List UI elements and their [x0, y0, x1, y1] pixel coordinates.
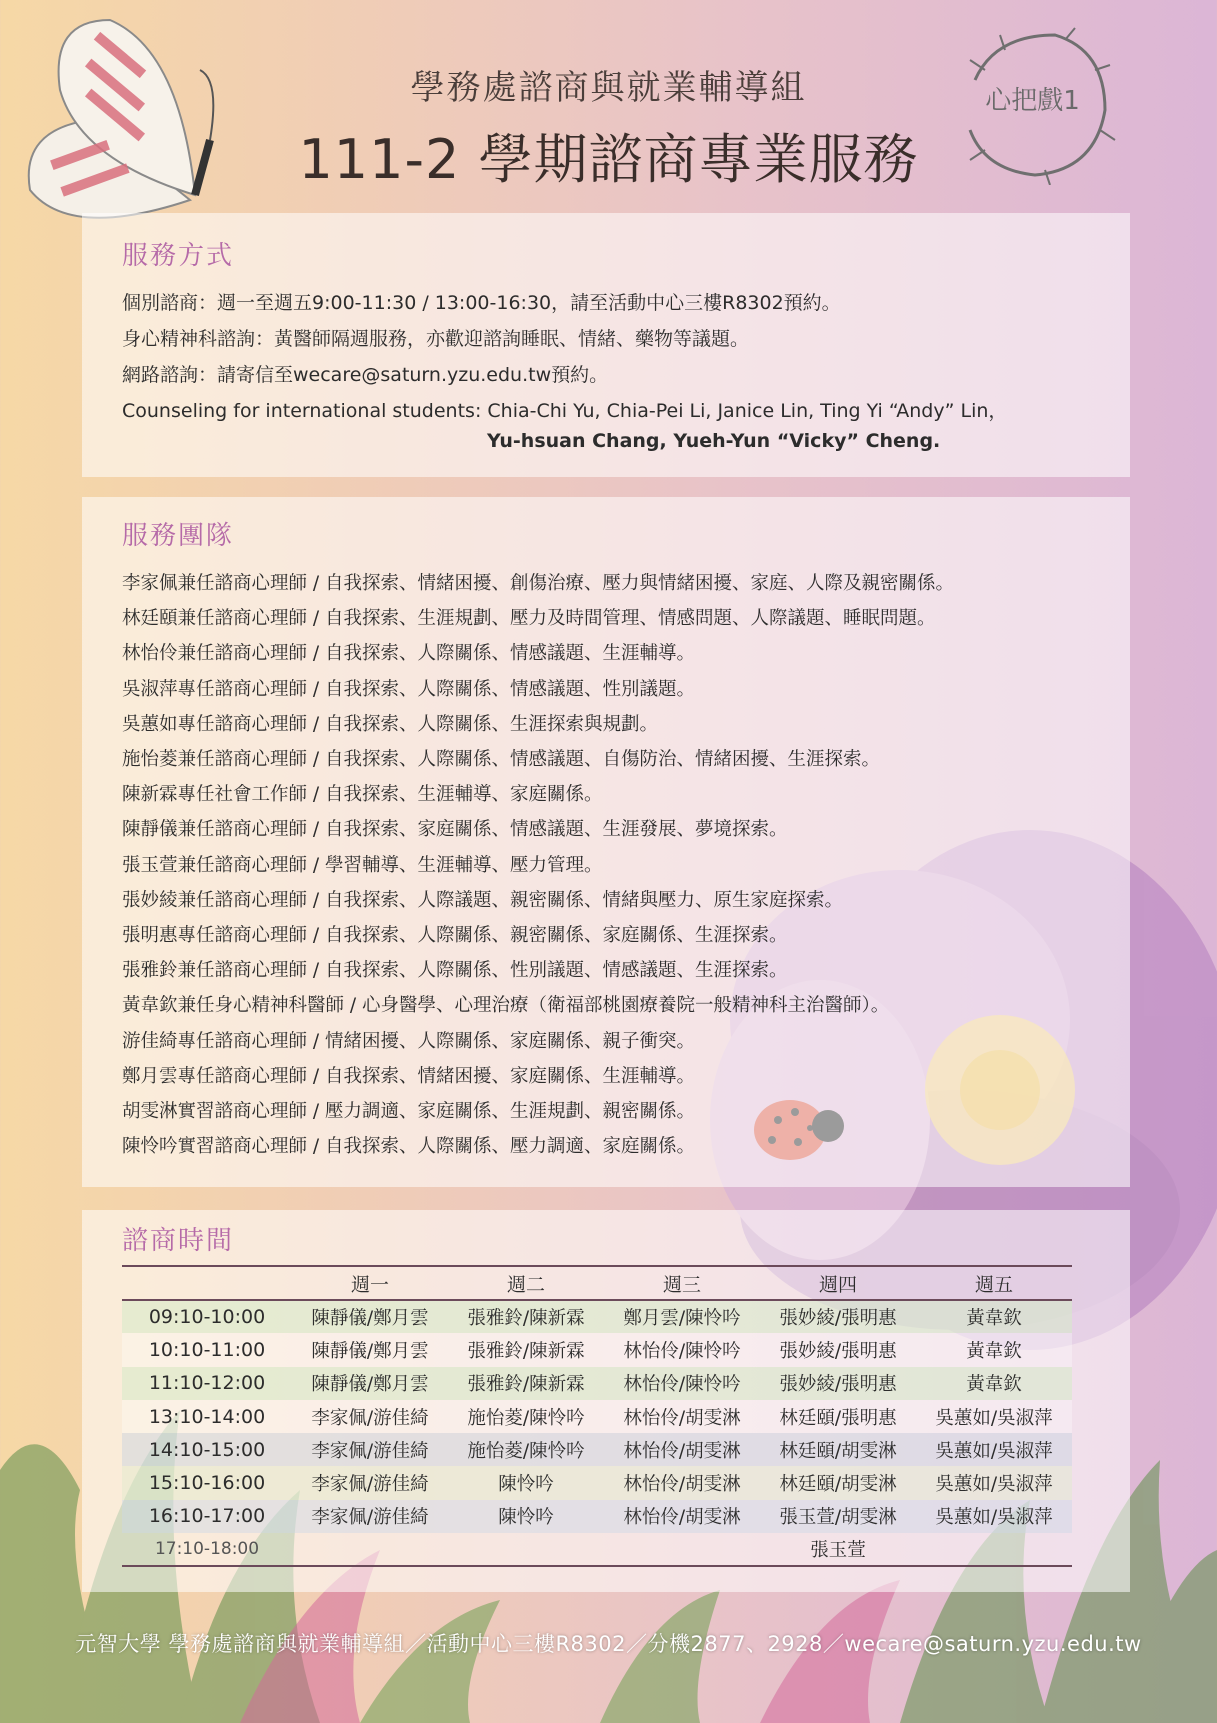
- badge-label: 心把戲1: [985, 86, 1080, 116]
- team-member: 吳蕙如專任諮商心理師 / 自我探索、人際關係、生涯探索與規劃。: [122, 713, 658, 735]
- team-member: 游佳綺專任諮商心理師 / 情緒困擾、人際關係、家庭關係、親子衝突。: [122, 1030, 695, 1052]
- schedule-cell: 黃韋欽: [916, 1300, 1072, 1333]
- schedule-cell: [292, 1533, 448, 1566]
- day-header: 週四: [760, 1266, 916, 1300]
- schedule-cell: 林怡伶/陳怜吟: [604, 1367, 760, 1400]
- time-column-header: [122, 1266, 292, 1300]
- page-title: 111-2 學期諮商專業服務: [298, 128, 919, 191]
- schedule-cell: 張妙綾/張明惠: [760, 1300, 916, 1333]
- schedule-time: 15:10-16:00: [122, 1466, 292, 1499]
- schedule-cell: 陳靜儀/鄭月雲: [292, 1333, 448, 1366]
- schedule-cell: 林怡伶/胡雯淋: [604, 1433, 760, 1466]
- schedule-row: [122, 1400, 1072, 1433]
- team-member: 林怡伶兼任諮商心理師 / 自我探索、人際關係、情感議題、生涯輔導。: [122, 643, 695, 665]
- schedule-row: [122, 1333, 1072, 1366]
- schedule-cell: 林廷頤/張明惠: [760, 1400, 916, 1433]
- team-list: [122, 566, 1090, 1164]
- schedule-cell: 施怡菱/陳怜吟: [448, 1400, 604, 1433]
- schedule-cell: 林怡伶/胡雯淋: [604, 1500, 760, 1533]
- schedule-cell: 陳怜吟: [448, 1466, 604, 1499]
- team-member: 胡雯淋實習諮商心理師 / 壓力調適、家庭關係、生涯規劃、親密關係。: [122, 1101, 695, 1123]
- schedule-header-row: [122, 1266, 1072, 1300]
- schedule-cell: 張妙綾/張明惠: [760, 1367, 916, 1400]
- team-heading: 服務團隊: [122, 521, 235, 551]
- team-member: 吳淑萍專任諮商心理師 / 自我探索、人際關係、情感議題、性別議題。: [122, 678, 695, 700]
- schedule-cell: 張妙綾/張明惠: [760, 1333, 916, 1366]
- service-line: 身心精神科諮詢：黃醫師隔週服務，亦歡迎諮詢睡眠、情緒、藥物等議題。: [122, 328, 750, 350]
- schedule-row: [122, 1433, 1072, 1466]
- team-member: 陳新霖專任社會工作師 / 自我探索、生涯輔導、家庭關係。: [122, 784, 603, 806]
- schedule-cell: [916, 1533, 1072, 1566]
- service-line: 網路諮詢：請寄信至wecare@saturn.yzu.edu.tw預約。: [122, 364, 609, 386]
- schedule-cell: 吳蕙如/吳淑萍: [916, 1466, 1072, 1499]
- schedule-time: 10:10-11:00: [122, 1333, 292, 1366]
- schedule-cell: 張玉萱: [760, 1533, 916, 1566]
- page-subtitle: 學務處諮商與就業輔導組: [410, 68, 807, 108]
- schedule-cell: 張雅鈴/陳新霖: [448, 1333, 604, 1366]
- team-member: 張妙綾兼任諮商心理師 / 自我探索、人際議題、親密關係、情緒與壓力、原生家庭探索。: [122, 889, 843, 911]
- schedule-cell: 林怡伶/胡雯淋: [604, 1466, 760, 1499]
- team-member: 陳靜儀兼任諮商心理師 / 自我探索、家庭關係、情感議題、生涯發展、夢境探索。: [122, 819, 788, 841]
- day-header: 週三: [604, 1266, 760, 1300]
- schedule-cell: 陳靜儀/鄭月雲: [292, 1367, 448, 1400]
- schedule-cell: 李家佩/游佳綺: [292, 1400, 448, 1433]
- schedule-cell: 吳蕙如/吳淑萍: [916, 1433, 1072, 1466]
- schedule-cell: 陳怜吟: [448, 1500, 604, 1533]
- team-member: 林廷頤兼任諮商心理師 / 自我探索、生涯規劃、壓力及時間管理、情感問題、人際議題、睡眠問題。: [122, 608, 936, 630]
- schedule-time: 14:10-15:00: [122, 1433, 292, 1466]
- schedule-row: [122, 1300, 1072, 1333]
- schedule-cell: 鄭月雲/陳怜吟: [604, 1300, 760, 1333]
- schedule-cell: 張雅鈴/陳新霖: [448, 1367, 604, 1400]
- service-line: Yu-hsuan Chang, Yueh-Yun “Vicky” Cheng.: [487, 430, 941, 452]
- schedule-time: 13:10-14:00: [122, 1400, 292, 1433]
- schedule-cell: 林怡伶/陳怜吟: [604, 1333, 760, 1366]
- schedule-cell: 李家佩/游佳綺: [292, 1500, 448, 1533]
- schedule-cell: 李家佩/游佳綺: [292, 1466, 448, 1499]
- service-line: Counseling for international students: Chia-Chi Yu, Chia-Pei Li, Janice Lin, Ting Yi “Andy” Lin，: [122, 400, 1008, 422]
- day-header: 週一: [292, 1266, 448, 1300]
- service-line: 個別諮商：週一至週五9:00-11:30 / 13:00-16:30，請至活動中心三樓R8302預約。: [122, 292, 841, 314]
- day-header: 週二: [448, 1266, 604, 1300]
- team-member: 黃韋欽兼任身心精神科醫師 / 心身醫學、心理治療（衛福部桃園療養院一般精神科主治醫師）。: [122, 995, 890, 1017]
- schedule-cell: 黃韋欽: [916, 1333, 1072, 1366]
- team-member: 李家佩兼任諮商心理師 / 自我探索、情緒困擾、創傷治療、壓力與情緒困擾、家庭、人際及親密關係。: [122, 573, 954, 594]
- schedule-time: 16:10-17:00: [122, 1500, 292, 1533]
- page-footer: 元智大學 學務處諮商與就業輔導組／活動中心三樓R8302／分機2877、2928／wecare@saturn.yzu.edu.tw: [75, 1632, 1142, 1656]
- schedule-cell: 施怡菱/陳怜吟: [448, 1433, 604, 1466]
- schedule-cell: 林怡伶/胡雯淋: [604, 1400, 760, 1433]
- schedule-cell: 陳靜儀/鄭月雲: [292, 1300, 448, 1333]
- team-member: 張玉萱兼任諮商心理師 / 學習輔導、生涯輔導、壓力管理。: [122, 854, 603, 876]
- schedule-cell: 張雅鈴/陳新霖: [448, 1300, 604, 1333]
- team-member: 張明惠專任諮商心理師 / 自我探索、人際關係、親密關係、家庭關係、生涯探索。: [122, 925, 788, 947]
- schedule-cell: 吳蕙如/吳淑萍: [916, 1500, 1072, 1533]
- schedule-cell: [604, 1533, 760, 1566]
- service-panel: [82, 213, 1130, 477]
- team-member: 鄭月雲專任諮商心理師 / 自我探索、情緒困擾、家庭關係、生涯輔導。: [122, 1065, 695, 1087]
- schedule-cell: [448, 1533, 604, 1566]
- schedule-cell: 李家佩/游佳綺: [292, 1433, 448, 1466]
- service-heading: 服務方式: [122, 241, 235, 271]
- team-member: 陳怜吟實習諮商心理師 / 自我探索、人際關係、壓力調適、家庭關係。: [122, 1136, 695, 1158]
- schedule-time: 09:10-10:00: [122, 1300, 292, 1333]
- schedule-time: 17:10-18:00: [122, 1533, 292, 1566]
- schedule-table: [122, 1265, 1072, 1567]
- day-header: 週五: [916, 1266, 1072, 1300]
- schedule-row: [122, 1466, 1072, 1499]
- team-member: 張雅鈴兼任諮商心理師 / 自我探索、人際關係、性別議題、情感議題、生涯探索。: [122, 960, 788, 982]
- schedule-time: 11:10-12:00: [122, 1367, 292, 1400]
- page-header: [0, 60, 1217, 194]
- team-panel: [82, 497, 1130, 1187]
- team-member: 施怡菱兼任諮商心理師 / 自我探索、人際關係、情感議題、自傷防治、情緒困擾、生涯探索。: [122, 749, 880, 771]
- schedule-cell: 林廷頤/胡雯淋: [760, 1466, 916, 1499]
- schedule-row: [122, 1500, 1072, 1533]
- schedule-heading: 諮商時間: [122, 1226, 235, 1256]
- schedule-row: [122, 1533, 1072, 1566]
- schedule-cell: 黃韋欽: [916, 1367, 1072, 1400]
- schedule-cell: 林廷頤/胡雯淋: [760, 1433, 916, 1466]
- schedule-cell: 張玉萱/胡雯淋: [760, 1500, 916, 1533]
- schedule-row: [122, 1367, 1072, 1400]
- schedule-panel: [82, 1210, 1130, 1592]
- schedule-cell: 吳蕙如/吳淑萍: [916, 1400, 1072, 1433]
